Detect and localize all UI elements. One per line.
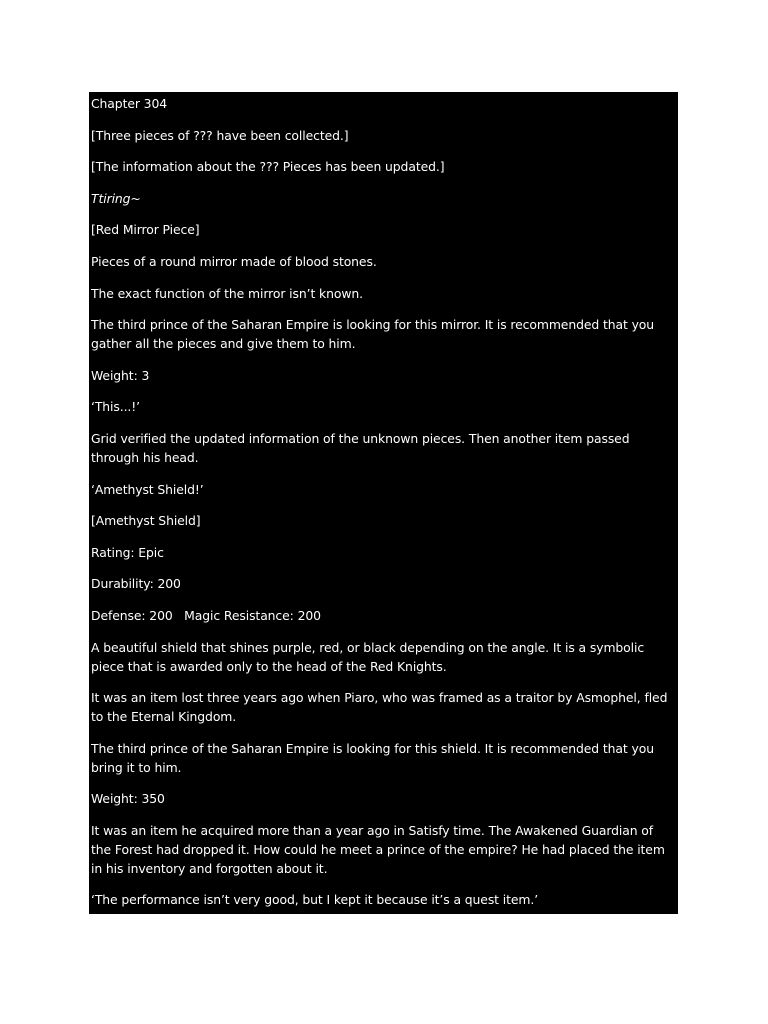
paragraph: ‘The performance isn’t very good, but I kept it because it’s a quest item.’ xyxy=(91,892,539,908)
paragraph: ‘This...!’ xyxy=(91,399,140,415)
paragraph: Ttiring~ xyxy=(91,190,141,206)
paragraph: It was an item he acquired more than a year ago in Satisfy time. The Awakened Guardian of the Forest had dropped it. How could he meet a prince of the empire? He had placed the item in his inventory and forgotten about it. xyxy=(91,822,669,876)
paragraph: [Amethyst Shield] xyxy=(91,513,201,529)
paragraph: Durability: 200 xyxy=(91,576,181,592)
paragraph: The third prince of the Saharan Empire is looking for this shield. It is recommended that you bring it to him. xyxy=(91,740,658,775)
paragraph: [Red Mirror Piece] xyxy=(91,222,200,238)
paragraph: Grid verified the updated information of the unknown pieces. Then another item passed through his head. xyxy=(91,430,634,465)
paragraph: The exact function of the mirror isn’t known. xyxy=(91,285,363,301)
paragraph: Defense: 200 Magic Resistance: 200 xyxy=(91,607,321,623)
paragraph: Weight: 3 xyxy=(91,367,150,383)
paragraph: [Three pieces of ??? have been collected.] xyxy=(91,127,349,143)
paragraph: A beautiful shield that shines purple, red, or black depending on the angle. It is a symbolic piece that is awarded only to the head of the Red Knights. xyxy=(91,639,648,674)
paragraph: Chapter 304 xyxy=(91,96,168,111)
paragraph: Pieces of a round mirror made of blood stones. xyxy=(91,253,377,269)
paragraph: Weight: 350 xyxy=(91,791,165,807)
paragraph: The third prince of the Saharan Empire is looking for this mirror. It is recommended that you gather all the pieces and give them to him. xyxy=(91,317,658,352)
paragraph: ‘Amethyst Shield!’ xyxy=(91,481,204,497)
chapter-text-block xyxy=(89,92,678,914)
paragraph: Rating: Epic xyxy=(91,544,164,560)
paragraph: It was an item lost three years ago when Piaro, who was framed as a traitor by Asmophel, fled to the Eternal Kingdom. xyxy=(91,690,672,725)
paragraph: [The information about the ??? Pieces has been updated.] xyxy=(91,159,445,175)
